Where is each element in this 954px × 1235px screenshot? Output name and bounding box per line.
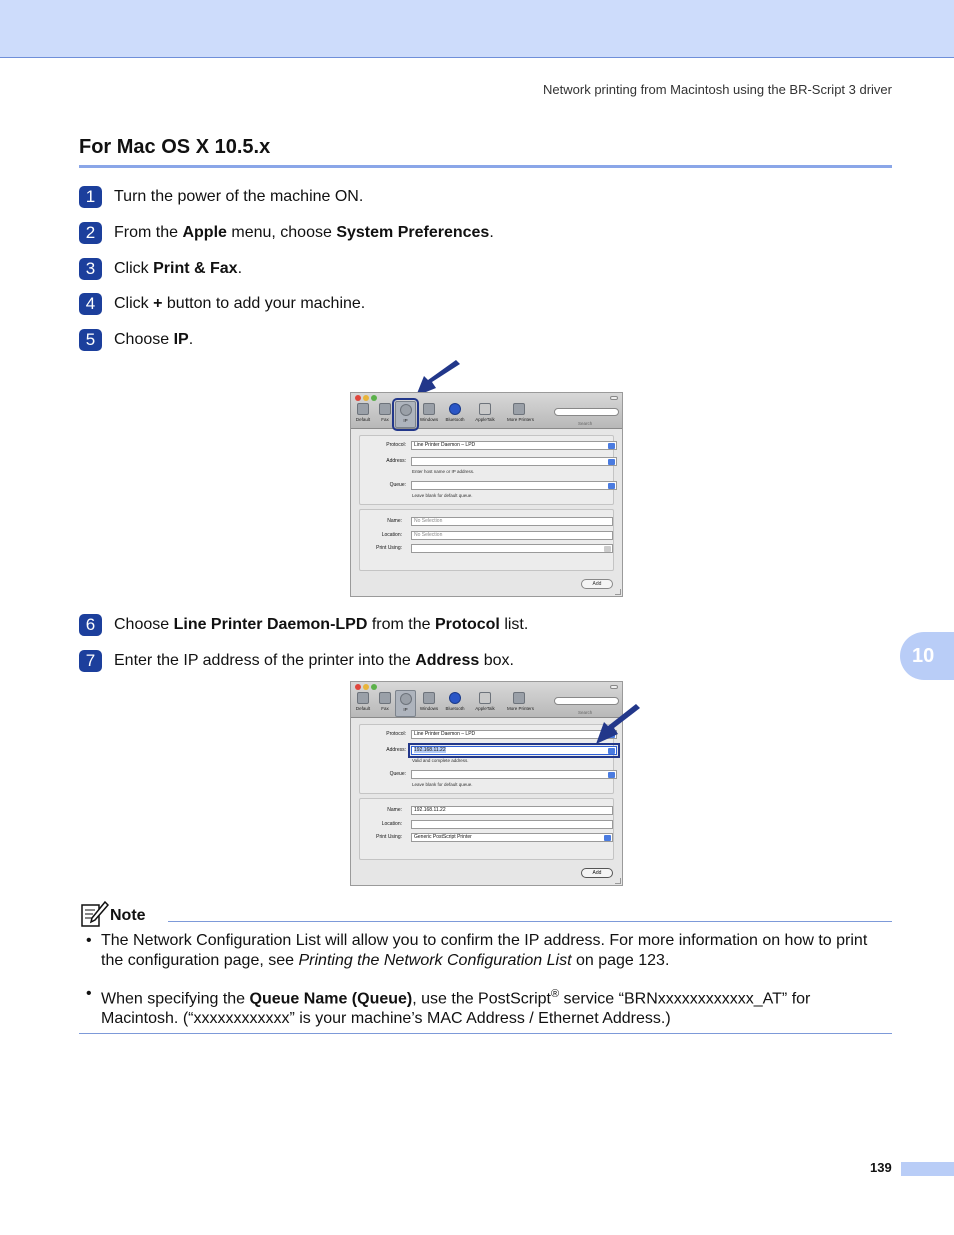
protocol-label: Protocol: <box>386 731 406 737</box>
resize-grip-icon[interactable] <box>615 878 621 884</box>
zoom-window-icon[interactable] <box>371 395 377 401</box>
window-controls <box>355 395 377 401</box>
step-text: Turn the power of the machine ON. <box>114 188 364 205</box>
close-window-icon[interactable] <box>355 684 361 690</box>
chevron-down-icon <box>608 772 615 778</box>
toolbar-fax[interactable]: Fax <box>373 692 397 711</box>
step-2 <box>79 222 494 244</box>
chapter-tab: 10 <box>900 632 954 680</box>
chevron-down-icon <box>608 459 615 465</box>
window-controls <box>355 684 377 690</box>
location-label: Location: <box>381 532 402 538</box>
minimize-window-icon[interactable] <box>363 395 369 401</box>
step-text: Choose IP. <box>114 331 194 348</box>
printer-icon <box>513 403 525 415</box>
print-using-label: Print Using: <box>376 545 402 551</box>
name-field[interactable] <box>411 806 613 815</box>
step-text: Click Print & Fax. <box>114 260 243 277</box>
location-field[interactable] <box>411 820 613 829</box>
zoom-window-icon[interactable] <box>371 684 377 690</box>
note-item-2: • When specifying the Queue Name (Queue), use the PostScript® service “BRNxxxxxxxxxxxx_AT” for Macintosh. (“xxxxxxxxxxxx” is your machine’s MAC Address / Ethernet Address.) <box>86 985 811 1028</box>
fax-icon <box>379 403 391 415</box>
appletalk-icon <box>479 403 491 415</box>
note-item-1: • The Network Configuration List will allow you to confirm the IP address. For more information on how to print the configuration page, see Printing the Network Configuration List on page 123. <box>86 932 868 969</box>
globe-icon <box>400 693 412 705</box>
name-field[interactable] <box>411 517 613 526</box>
resize-grip-icon[interactable] <box>615 589 621 595</box>
step-text: Choose Line Printer Daemon-LPD from the Protocol list. <box>114 616 529 633</box>
toolbar-more-printers[interactable]: More Printers <box>507 403 531 422</box>
top-band <box>0 0 954 58</box>
printer-icon <box>513 692 525 704</box>
print-using-value: Generic PostScript Printer <box>414 834 472 840</box>
toolbar-appletalk[interactable]: AppleTalk <box>473 692 497 711</box>
toolbar-appletalk[interactable]: AppleTalk <box>473 403 497 422</box>
toolbar-more-printers[interactable]: More Printers <box>507 692 531 711</box>
step-3 <box>79 258 242 280</box>
step-4 <box>79 293 365 315</box>
address-field[interactable] <box>411 457 617 466</box>
print-using-label: Print Using: <box>376 834 402 840</box>
minimize-window-icon[interactable] <box>363 684 369 690</box>
protocol-select[interactable] <box>411 441 617 450</box>
add-button[interactable]: Add <box>581 579 613 589</box>
step-text: Click + button to add your machine. <box>114 295 366 312</box>
protocol-value: Line Printer Daemon – LPD <box>414 731 476 737</box>
toolbar-fax[interactable]: Fax <box>373 403 397 422</box>
window-toolbar <box>351 393 622 429</box>
step-1 <box>79 186 363 208</box>
section-title: For Mac OS X 10.5.x <box>79 136 271 158</box>
step-number: 4 <box>79 293 102 315</box>
note-rule-top <box>168 921 892 922</box>
toolbar-ip[interactable]: IP <box>395 401 416 428</box>
toolbar-default[interactable]: Default <box>351 692 375 711</box>
step-number: 3 <box>79 258 102 280</box>
search-input[interactable] <box>554 408 619 416</box>
step-number: 6 <box>79 614 102 636</box>
step-text: Enter the IP address of the printer into the Address box. <box>114 652 514 669</box>
chevron-down-icon <box>608 483 615 489</box>
queue-hint: Leave blank for default queue. <box>412 493 473 498</box>
queue-field[interactable] <box>411 770 617 779</box>
queue-label: Queue: <box>389 771 406 777</box>
toolbar-bluetooth[interactable]: Bluetooth <box>443 692 467 711</box>
bluetooth-icon <box>449 403 461 415</box>
address-value: 192.168.11.22 <box>414 747 446 753</box>
pointer-arrow-icon <box>594 704 642 746</box>
note-rule-bottom <box>79 1033 892 1034</box>
connection-group <box>359 435 614 505</box>
window-toolbar <box>351 682 622 718</box>
bluetooth-icon <box>449 692 461 704</box>
search-label: Search <box>578 421 593 426</box>
toolbar-default[interactable]: Default <box>351 403 375 422</box>
title-rule <box>79 165 892 168</box>
printer-icon <box>357 692 369 704</box>
print-using-select[interactable] <box>411 833 613 842</box>
queue-hint: Leave blank for default queue. <box>412 782 473 787</box>
step-6 <box>79 614 528 636</box>
close-window-icon[interactable] <box>355 395 361 401</box>
step-number: 1 <box>79 186 102 208</box>
globe-icon <box>400 404 412 416</box>
address-hint: Valid and complete address. <box>412 758 469 763</box>
step-5 <box>79 329 193 351</box>
toolbar-ip[interactable]: IP <box>395 690 416 717</box>
protocol-select[interactable] <box>411 730 617 739</box>
printer-info-group <box>359 509 614 571</box>
fax-icon <box>379 692 391 704</box>
queue-field[interactable] <box>411 481 617 490</box>
chevron-down-icon <box>604 546 611 552</box>
toolbar-toggle-icon[interactable] <box>610 685 618 689</box>
appletalk-icon <box>479 692 491 704</box>
step-text: From the Apple menu, choose System Preferences. <box>114 224 494 241</box>
note-pencil-icon <box>79 900 109 928</box>
address-label: Address: <box>386 458 406 464</box>
print-fax-ip-screenshot-1 <box>350 392 623 597</box>
toolbar-bluetooth[interactable]: Bluetooth <box>443 403 467 422</box>
chevron-down-icon <box>608 443 615 449</box>
connection-group <box>359 724 614 794</box>
running-header: Network printing from Macintosh using the BR-Script 3 driver <box>543 82 892 97</box>
location-label: Location: <box>381 821 402 827</box>
protocol-label: Protocol: <box>386 442 406 448</box>
config-list-reference[interactable]: Printing the Network Configuration List <box>298 952 572 969</box>
step-number: 2 <box>79 222 102 244</box>
print-fax-ip-screenshot-2 <box>350 681 623 886</box>
name-label: Name: <box>387 807 402 813</box>
toolbar-windows[interactable]: Windows <box>417 692 441 711</box>
page-number: 139 <box>870 1160 892 1175</box>
printer-info-group <box>359 798 614 860</box>
note-title: Note <box>110 907 146 924</box>
protocol-value: Line Printer Daemon – LPD <box>414 442 476 448</box>
address-label: Address: <box>386 747 406 753</box>
toolbar-toggle-icon[interactable] <box>610 396 618 400</box>
step-number: 5 <box>79 329 102 351</box>
chevron-down-icon <box>604 835 611 841</box>
name-value: 192.168.11.22 <box>414 807 446 813</box>
page-bar <box>901 1162 954 1176</box>
printer-icon <box>357 403 369 415</box>
step-7 <box>79 650 514 672</box>
location-value: No Selection <box>414 532 443 538</box>
step-number: 7 <box>79 650 102 672</box>
queue-label: Queue: <box>389 482 406 488</box>
toolbar-windows[interactable]: Windows <box>417 403 441 422</box>
address-field[interactable] <box>411 746 617 755</box>
print-using-select[interactable] <box>411 544 613 553</box>
location-field[interactable] <box>411 531 613 540</box>
printer-icon <box>423 403 435 415</box>
add-button[interactable]: Add <box>581 868 613 878</box>
name-label: Name: <box>387 518 402 524</box>
printer-icon <box>423 692 435 704</box>
chevron-down-icon <box>608 748 615 754</box>
search-label: Search <box>578 710 593 715</box>
address-hint: Enter host name or IP address. <box>412 469 475 474</box>
name-value: No Selection <box>414 518 443 524</box>
